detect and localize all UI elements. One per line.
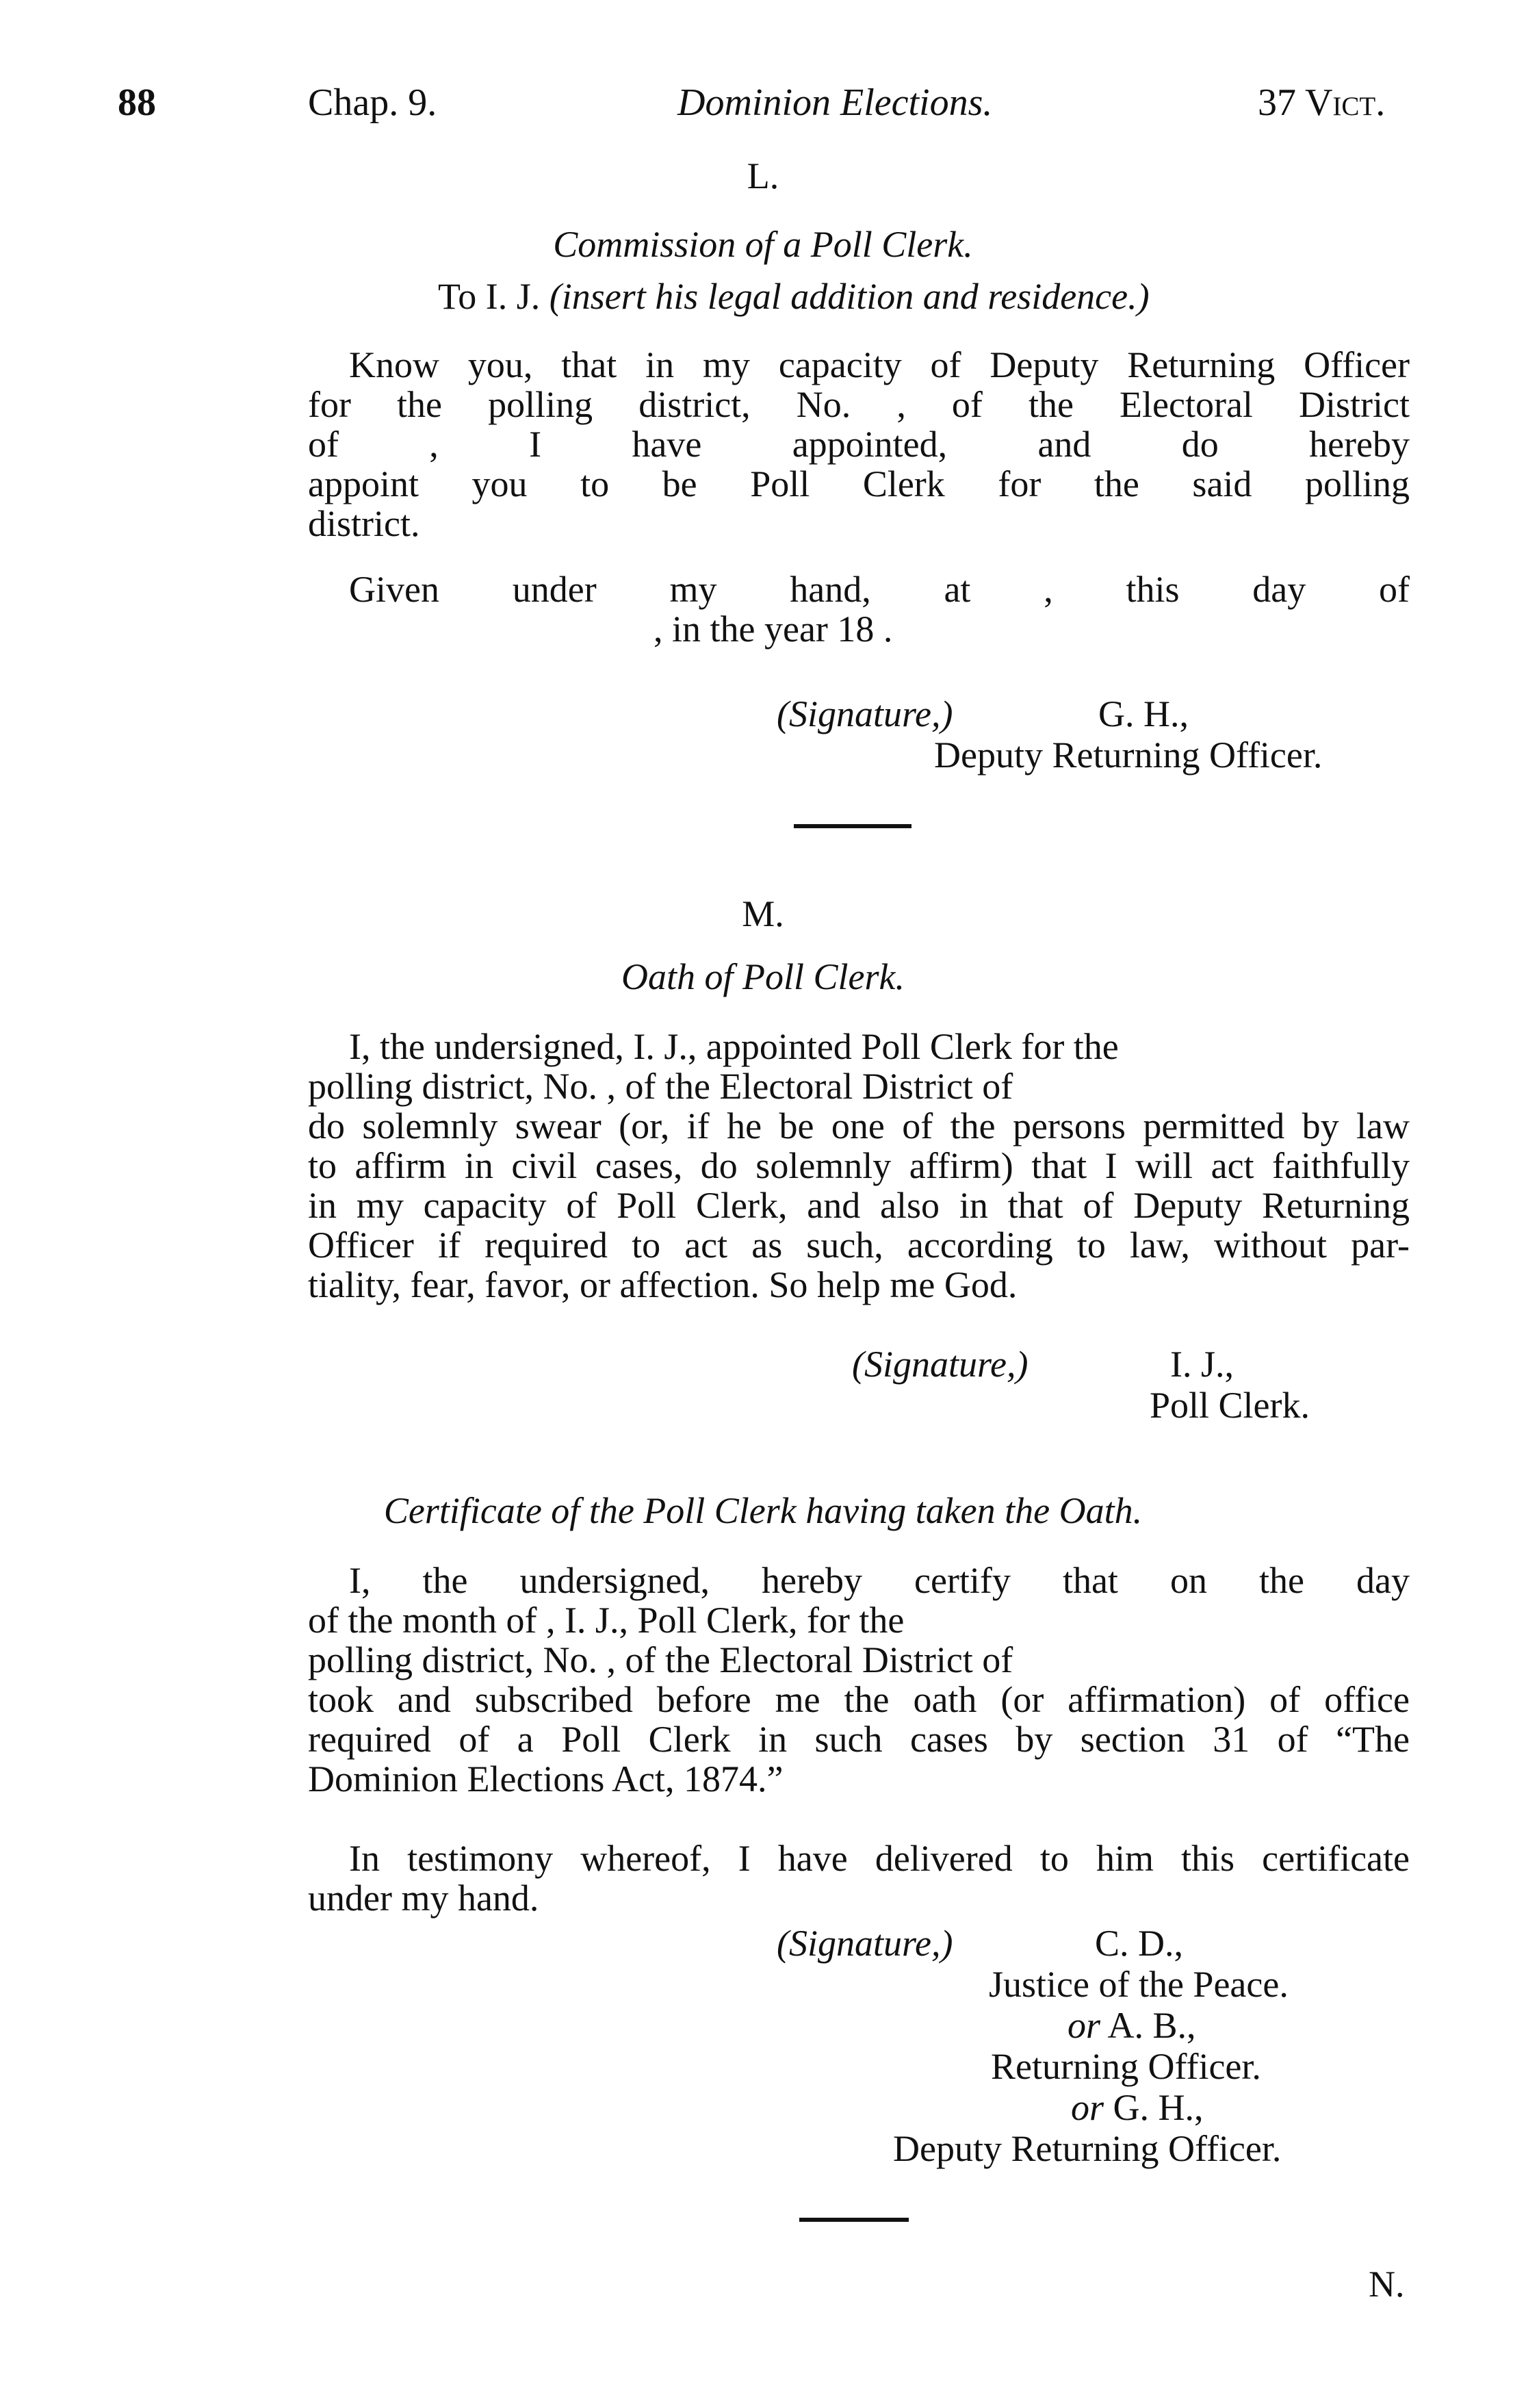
form-m-body (308, 1027, 1410, 1305)
certificate-signature-name: C. D., (1095, 1923, 1184, 1964)
form-l-given (308, 569, 1410, 609)
form-l-title: Commission of a Poll Clerk. (553, 224, 973, 265)
form-m-title: Oath of Poll Clerk. (621, 956, 905, 997)
form-m-letter: M. (742, 893, 784, 934)
form-m-signature-name: I. J., (1170, 1344, 1234, 1385)
body-line: polling district, No. , of the Electoral District of (308, 1066, 1013, 1107)
body-line: polling district, No. , of the Electoral District of (308, 1639, 1013, 1680)
body-line: Officer if required to act as such, according to law, without par- (308, 1225, 1410, 1266)
body-line: Know you, that in my capacity of Deputy Returning Officer (349, 344, 1410, 385)
body-line: do solemnly swear (or, if he be one of the persons permitted by law (308, 1105, 1410, 1147)
alt-name: G. H., (1113, 2087, 1204, 2128)
certificate-signature-title: Justice of the Peace. (989, 1964, 1289, 2005)
body-line: took and subscribed before me the oath (or affirmation) of office (308, 1679, 1410, 1720)
body-line: Dominion Elections Act, 1874.” (308, 1758, 784, 1799)
certificate-signature-alt: or A. B., (1068, 2005, 1196, 2046)
testimony-line: under my hand. (308, 1878, 539, 1919)
body-line: required of a Poll Clerk in such cases by section 31 of “The (308, 1719, 1410, 1760)
chapter-label: Chap. 9. (308, 81, 437, 124)
addressee-prefix: To I. J. (438, 276, 541, 317)
body-line: of the month of , I. J., Poll Clerk, for the (308, 1600, 905, 1641)
form-l-body (308, 345, 1410, 543)
regnal-year: 37 Vict. (1258, 81, 1386, 124)
form-l-signature-title: Deputy Returning Officer. (934, 734, 1323, 776)
body-line: for the polling district, No. , of the Electoral District (308, 384, 1410, 425)
catchword: N. (1369, 2264, 1405, 2305)
body-line: district. (308, 503, 420, 544)
form-m-signature-label: (Signature,) (852, 1344, 1029, 1385)
section-divider (794, 824, 911, 828)
certificate-body (308, 1561, 1410, 1799)
form-l-signature-name: G. H., (1098, 693, 1189, 734)
testimony-line: In testimony whereof, I have delivered to him this certificate (349, 1838, 1410, 1879)
body-line: to affirm in civil cases, do solemnly affirm) that I will act faithfully (308, 1145, 1410, 1186)
body-line: in my capacity of Poll Clerk, and also in that of Deputy Returning (308, 1185, 1410, 1226)
certificate-signature-title: Returning Officer. (991, 2046, 1261, 2087)
body-line: I, the undersigned, hereby certify that on the day (349, 1560, 1410, 1601)
alt-name: A. B., (1107, 2005, 1196, 2046)
running-title: Dominion Elections. (677, 81, 993, 124)
body-line: I, the undersigned, I. J., appointed Poll Clerk for the (349, 1026, 1119, 1067)
certificate-testimony (308, 1839, 1410, 1918)
form-l-letter: L. (747, 155, 779, 196)
body-line: tiality, fear, favor, or affection. So help me God. (308, 1264, 1018, 1305)
form-l-addressee (438, 277, 1150, 316)
given-line-2: , in the year 18 . (654, 609, 893, 650)
form-m-signature-title: Poll Clerk. (1150, 1385, 1310, 1426)
page-number: 88 (118, 81, 156, 124)
given-line: Given under my hand, at , this day of (349, 569, 1410, 610)
addressee-note: (insert his legal addition and residence.) (549, 276, 1150, 317)
section-divider (799, 2218, 909, 2222)
body-line: appoint you to be Poll Clerk for the said polling (308, 463, 1410, 504)
certificate-signature-label: (Signature,) (777, 1923, 953, 1964)
certificate-signature-alt: or G. H., (1071, 2087, 1204, 2128)
certificate-signature-title: Deputy Returning Officer. (893, 2128, 1282, 2169)
form-l-signature-label: (Signature,) (777, 693, 953, 734)
certificate-title: Certificate of the Poll Clerk having taken the Oath. (383, 1490, 1143, 1531)
body-line: of , I have appointed, and do hereby (308, 424, 1410, 465)
